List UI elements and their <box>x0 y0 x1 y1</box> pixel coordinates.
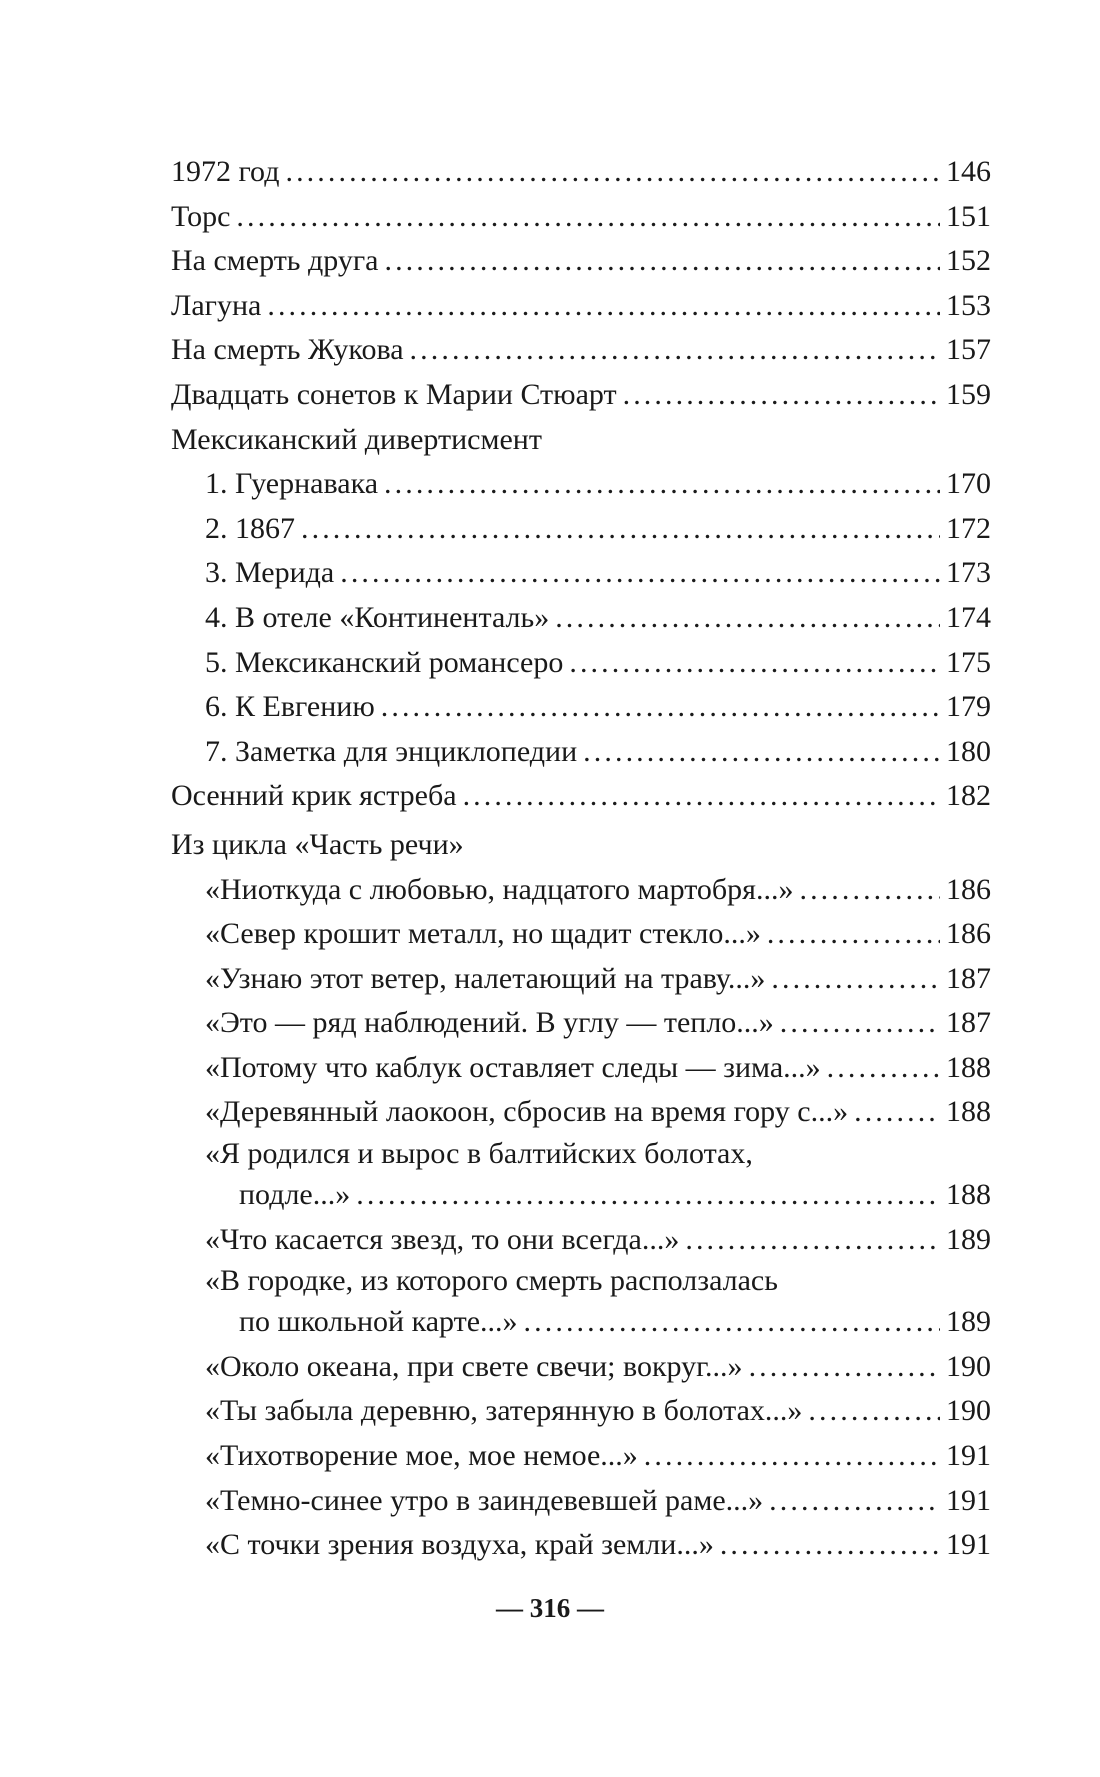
dot-leader <box>808 1389 940 1434</box>
toc-entry-page: 191 <box>946 1483 991 1517</box>
dot-leader <box>644 1434 940 1479</box>
dot-leader <box>384 239 940 284</box>
dot-leader <box>685 1218 940 1263</box>
dot-leader <box>555 596 940 641</box>
toc-entry[interactable] <box>171 1046 991 1091</box>
toc-entry-page: 188 <box>946 1050 991 1084</box>
toc-entry-title: 7. Заметка для энциклопедии <box>205 734 578 768</box>
dot-leader <box>780 1001 940 1046</box>
toc-entry[interactable] <box>171 373 991 418</box>
toc-entry-page: 187 <box>946 1006 991 1040</box>
toc-entry-title: «Это — ряд наблюдений. В углу — тепло...» <box>205 1006 774 1040</box>
toc-entry[interactable] <box>171 1434 991 1479</box>
toc-entry-multiline[interactable] <box>171 1135 991 1218</box>
toc-entry[interactable] <box>171 1218 991 1263</box>
toc-entry[interactable] <box>171 195 991 240</box>
toc-entry[interactable] <box>171 1345 991 1390</box>
dot-leader <box>463 774 940 819</box>
toc-entry-title-line2: подле...» <box>239 1178 351 1212</box>
toc-entry-page: 153 <box>946 288 991 322</box>
toc-entry-page: 188 <box>946 1178 991 1212</box>
toc-entry[interactable] <box>171 685 991 730</box>
toc-entry-title: 2. 1867 <box>205 511 295 545</box>
toc-entry-title: 5. Мексиканский романсеро <box>205 645 564 679</box>
dot-leader <box>749 1345 940 1390</box>
toc-entry-title: На смерть Жукова <box>171 333 404 367</box>
toc-entry[interactable] <box>171 596 991 641</box>
toc-entry-page: 170 <box>946 467 991 501</box>
dot-leader <box>827 1046 940 1091</box>
dot-leader <box>623 373 940 418</box>
toc-entry[interactable] <box>171 462 991 507</box>
toc-entry-page: 152 <box>946 244 991 278</box>
toc-entry-page: 189 <box>946 1222 991 1256</box>
toc-entry-title: «Темно-синее утро в заиндевевшей раме...» <box>205 1483 764 1517</box>
table-of-contents <box>171 150 991 1568</box>
toc-entry-page: 146 <box>946 155 991 188</box>
toc-entry-page: 173 <box>946 556 991 590</box>
toc-entry-title: Двадцать сонетов к Марии Стюарт <box>171 377 617 411</box>
dot-leader <box>524 1300 940 1345</box>
dot-leader <box>854 1090 940 1135</box>
toc-entry[interactable] <box>171 774 991 819</box>
toc-entry-multiline[interactable] <box>171 1262 991 1345</box>
toc-entry-page: 159 <box>946 377 991 411</box>
dot-leader <box>410 328 940 373</box>
toc-entry[interactable] <box>171 239 991 284</box>
dot-leader <box>799 868 940 913</box>
dot-leader <box>771 957 940 1002</box>
toc-entry-title: «Узнаю этот ветер, налетающий на траву...» <box>205 961 766 995</box>
dot-leader <box>767 912 940 957</box>
toc-entry-page: 191 <box>946 1528 991 1562</box>
toc-entry-title: «Ниоткуда с любовью, надцатого мартобря...» <box>205 872 794 906</box>
dot-leader <box>583 730 940 775</box>
dot-leader <box>384 462 940 507</box>
toc-entry-page: 157 <box>946 333 991 367</box>
toc-entry-title-line2: по школьной карте...» <box>239 1305 518 1339</box>
toc-entry-page: 151 <box>946 199 991 233</box>
toc-entry[interactable] <box>171 730 991 775</box>
toc-entry-page: 188 <box>946 1095 991 1129</box>
toc-entry-page: 186 <box>946 872 991 906</box>
dot-leader <box>267 284 940 329</box>
toc-entry-title: На смерть друга <box>171 244 379 278</box>
toc-entry-title: 3. Мерида <box>205 556 335 590</box>
toc-entry-title: 6. К Евгению <box>205 690 375 724</box>
toc-entry-page: 174 <box>946 600 991 634</box>
toc-entry[interactable] <box>171 1389 991 1434</box>
toc-entry-title: «Что касается звезд, то они всегда...» <box>205 1222 680 1256</box>
toc-entry-title: 1. Гуернавака <box>205 467 379 501</box>
toc-entry[interactable] <box>171 641 991 686</box>
dot-leader <box>720 1523 940 1568</box>
toc-entry-page: 186 <box>946 917 991 951</box>
toc-entry-title: «Деревянный лаокоон, сбросив на время гору с...» <box>205 1095 849 1129</box>
toc-entry[interactable] <box>171 150 991 195</box>
toc-entry-title: «Ты забыла деревню, затерянную в болотах...» <box>205 1394 803 1428</box>
toc-entry-title: 4. В отеле «Континенталь» <box>205 600 550 634</box>
dot-leader <box>356 1173 940 1218</box>
section-heading <box>171 823 991 868</box>
toc-entry-page: 180 <box>946 734 991 768</box>
toc-entry-title: «Около океана, при свете свечи; вокруг...» <box>205 1349 743 1383</box>
dot-leader <box>340 551 940 596</box>
toc-entry[interactable] <box>171 957 991 1002</box>
section-heading-text: Мексиканский дивертисмент <box>171 422 542 456</box>
toc-entry-page: 190 <box>946 1349 991 1383</box>
dot-leader <box>236 195 940 240</box>
toc-entry-title: 1972 год <box>171 155 280 188</box>
section-heading <box>171 418 991 463</box>
toc-entry[interactable] <box>171 507 991 552</box>
toc-entry[interactable] <box>171 1523 991 1568</box>
toc-entry-title: Торс <box>171 199 231 233</box>
toc-entry[interactable] <box>171 1479 991 1524</box>
toc-entry-title-line1: «В городке, из которого смерть расползалась <box>205 1264 778 1298</box>
dot-leader <box>301 507 940 552</box>
toc-entry-page: 179 <box>946 690 991 724</box>
toc-entry-title: Осенний крик ястреба <box>171 779 457 813</box>
toc-entry-continuation <box>205 1173 991 1218</box>
dot-leader <box>769 1479 940 1524</box>
toc-entry-page: 190 <box>946 1394 991 1428</box>
toc-entry[interactable] <box>171 1090 991 1135</box>
toc-entry-title: «Тихотворение мое, мое немое...» <box>205 1439 638 1473</box>
toc-entry[interactable] <box>171 328 991 373</box>
toc-entry-title: «Север крошит металл, но щадит стекло...» <box>205 917 761 951</box>
dot-leader <box>381 685 940 730</box>
toc-entry[interactable] <box>171 284 991 329</box>
toc-entry-page: 187 <box>946 961 991 995</box>
toc-entry-page: 191 <box>946 1439 991 1473</box>
toc-entry[interactable] <box>171 1001 991 1046</box>
toc-entry-page: 172 <box>946 511 991 545</box>
toc-entry[interactable] <box>171 551 991 596</box>
toc-entry-page: 175 <box>946 645 991 679</box>
page-number: — 316 — <box>496 1593 604 1623</box>
toc-entry-page: 189 <box>946 1305 991 1339</box>
toc-entry-title-line1: «Я родился и вырос в балтийских болотах, <box>205 1137 753 1171</box>
dot-leader <box>285 150 940 195</box>
toc-entry-title: «С точки зрения воздуха, край земли...» <box>205 1528 714 1562</box>
section-heading-text: Из цикла «Часть речи» <box>171 827 464 861</box>
toc-entry-title: Лагуна <box>171 288 262 322</box>
toc-entry-title: «Потому что каблук оставляет следы — зима...» <box>205 1050 821 1084</box>
toc-entry-page: 182 <box>946 779 991 813</box>
toc-entry[interactable] <box>171 868 991 913</box>
toc-entry[interactable] <box>171 912 991 957</box>
dot-leader <box>569 641 940 686</box>
toc-entry-continuation <box>205 1300 991 1345</box>
